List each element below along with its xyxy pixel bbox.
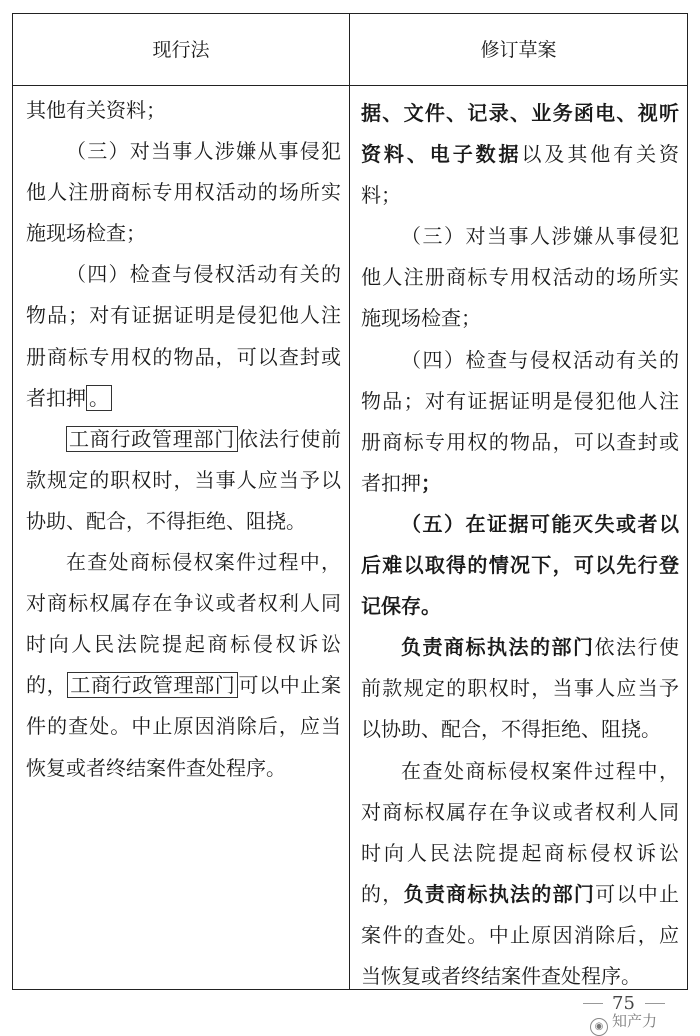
left-para-4 xyxy=(26,419,341,542)
current-law-column xyxy=(26,90,341,789)
watermark-text: 知产力 xyxy=(612,1012,658,1030)
right-bold-6: 负责商标执法的部门 xyxy=(403,881,596,906)
right-text-1: 以及其他有关资料； xyxy=(361,142,680,208)
header-current-law: 现行法 xyxy=(152,39,210,61)
left-text-2: （三）对当事人涉嫌从事侵犯他人注册商标专用权活动的场所实施现场检查； xyxy=(26,139,341,246)
comparison-table xyxy=(12,13,688,990)
right-text-6a: 在查处商标侵权案件过程中，对商标权属存在争议或者权利人同时向人民法院提起商标侵权诉讼的， xyxy=(361,758,679,906)
right-text-2: （三）对当事人涉嫌从事侵犯他人注册商标专用权活动的场所实施现场检查； xyxy=(361,224,679,331)
right-bold-4: （五）在证据可能灭失或者以后难以取得的情况下，可以先行登记保存。 xyxy=(361,511,679,619)
right-para-6 xyxy=(361,751,679,998)
page-number: 75 xyxy=(612,993,635,1014)
column-divider xyxy=(349,14,350,989)
left-boxed-term-2: 工商行政管理部门 xyxy=(67,672,238,698)
right-para-1 xyxy=(361,93,679,216)
table-header-row xyxy=(13,14,687,86)
watermark xyxy=(590,1010,657,1036)
right-para-4 xyxy=(361,504,679,627)
right-para-3 xyxy=(361,340,679,504)
draft-column xyxy=(361,93,679,997)
left-boxed-period: 。 xyxy=(86,385,112,411)
footer-dash-left xyxy=(583,1003,603,1004)
left-text-5b: 可以中止案件的查处。中止原因消除后，应当恢复或者终结案件查处程序。 xyxy=(26,673,342,780)
left-text-5a: 在查处商标侵权案件过程中，对商标权属存在争议或者权利人同时向人民法院提起商标侵权诉讼的， xyxy=(26,550,341,698)
right-bold-semicolon: ； xyxy=(421,470,441,495)
right-text-6b: 可以中止案件的查处。中止原因消除后，应当恢复或者终结案件查处程序。 xyxy=(361,881,680,988)
left-para-5 xyxy=(26,542,341,789)
left-para-3 xyxy=(26,254,341,418)
left-text-1: 其他有关资料； xyxy=(26,98,166,122)
weibo-icon: ◉ xyxy=(590,1018,608,1036)
left-boxed-term-1: 工商行政管理部门 xyxy=(66,426,238,452)
left-text-4: 依法行使前款规定的职权时，当事人应当予以协助、配合，不得拒绝、阻挠。 xyxy=(26,426,341,533)
right-text-3: （四）检查与侵权活动有关的物品；对有证据证明是侵犯他人注册商标专用权的物品，可以查封或者扣押 xyxy=(361,347,679,495)
right-para-2 xyxy=(361,216,679,339)
left-para-1 xyxy=(26,90,341,131)
header-draft: 修订草案 xyxy=(480,39,557,61)
right-para-5 xyxy=(361,627,679,750)
footer-dash-right xyxy=(645,1003,665,1004)
left-text-3: （四）检查与侵权活动有关的物品；对有证据证明是侵犯他人注册商标专用权的物品，可以查封或者扣押 xyxy=(26,262,341,410)
right-bold-5: 负责商标执法的部门 xyxy=(401,635,595,660)
right-bold-1: 据、文件、记录、业务函电、视听资料、电子数据 xyxy=(361,101,679,167)
right-text-5: 依法行使前款规定的职权时，当事人应当予以协助、配合，不得拒绝、阻挠。 xyxy=(361,635,679,742)
left-para-2 xyxy=(26,131,341,254)
